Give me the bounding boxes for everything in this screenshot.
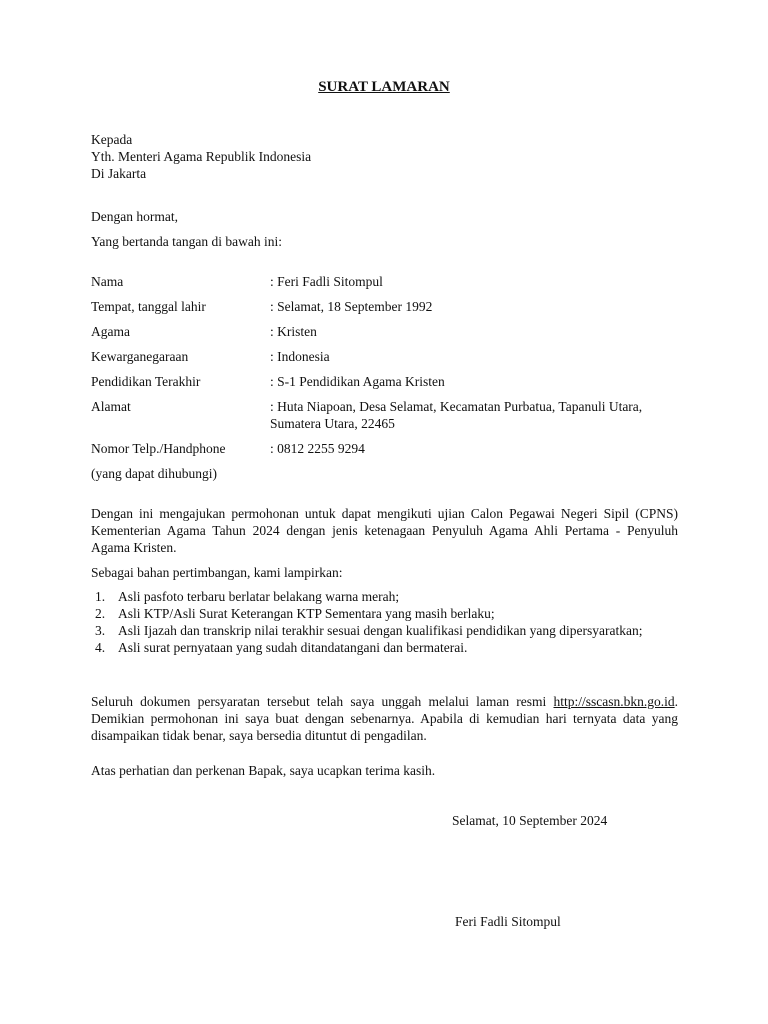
identity-label: Nomor Telp./Handphone (91, 441, 226, 456)
list-item (91, 605, 678, 622)
attachments-intro: Sebagai bahan pertimbangan, kami lampirkan: (91, 565, 343, 580)
closing-text-after: . Demikian permohonan ini saya buat dengan sebenarnya. Apabila di kemudian hari ternyata data yang disampaikan tidak benar, saya bersedia dituntut di pengadilan. (91, 694, 678, 743)
signature-name: Feri Fadli Sitompul (455, 914, 561, 929)
sscasn-link[interactable]: http://sscasn.bkn.go.id (553, 694, 675, 709)
recipient-to: Kepada (91, 132, 133, 147)
phone-note: (yang dapat dihubungi) (91, 466, 217, 481)
list-item-text: Asli surat pernyataan yang sudah ditandatangani dan bermaterai. (118, 640, 468, 655)
list-item (91, 639, 678, 656)
list-item-text: Asli KTP/Asli Surat Keterangan KTP Sementara yang masih berlaku; (118, 606, 495, 621)
letter-title: SURAT LAMARAN (318, 79, 450, 95)
signature-place-date: Selamat, 10 September 2024 (452, 813, 608, 828)
list-item (91, 622, 678, 639)
identity-label: Nama (91, 274, 124, 289)
list-item (91, 588, 678, 605)
identity-value: : S-1 Pendidikan Agama Kristen (270, 374, 445, 389)
identity-value: : Indonesia (270, 349, 330, 364)
closing-text-before: Seluruh dokumen persyaratan tersebut telah saya unggah melalui laman resmi (91, 694, 554, 709)
attachments-list (91, 588, 678, 656)
recipient-place: Di Jakarta (91, 166, 147, 181)
application-paragraph: Dengan ini mengajukan permohonan untuk dapat mengikuti ujian Calon Pegawai Negeri Sipil (CPNS) Kementerian Agama Tahun 2024 dengan jenis ketenagaan Penyuluh Agama Ahli Pertama - Penyuluh Agama Kristen. (91, 506, 678, 555)
thanks-text: Atas perhatian dan perkenan Bapak, saya ucapkan terima kasih. (91, 763, 436, 778)
list-number: 2. (95, 606, 106, 621)
identity-label: Kewarganegaraan (91, 349, 189, 364)
identity-label: Agama (91, 324, 130, 339)
identity-value: : Feri Fadli Sitompul (270, 274, 383, 289)
identity-label: Alamat (91, 399, 131, 414)
list-number: 3. (95, 623, 106, 638)
identity-label: Tempat, tanggal lahir (91, 299, 206, 314)
identity-value: : 0812 2255 9294 (270, 441, 365, 456)
intro-text: Yang bertanda tangan di bawah ini: (91, 234, 282, 249)
identity-value: : Huta Niapoan, Desa Selamat, Kecamatan Purbatua, Tapanuli Utara, Sumatera Utara, 22465 (270, 399, 643, 431)
list-item-text: Asli Ijazah dan transkrip nilai terakhir sesuai dengan kualifikasi pendidikan yang dipersyaratkan; (118, 623, 643, 638)
list-number: 4. (95, 640, 106, 655)
identity-value: : Selamat, 18 September 1992 (270, 299, 433, 314)
list-number: 1. (95, 589, 106, 604)
identity-value: : Kristen (270, 324, 317, 339)
identity-label: Pendidikan Terakhir (91, 374, 201, 389)
list-item-text: Asli pasfoto terbaru berlatar belakang warna merah; (118, 589, 400, 604)
closing-paragraph (91, 693, 678, 744)
greeting: Dengan hormat, (91, 209, 178, 224)
recipient-name: Yth. Menteri Agama Republik Indonesia (91, 149, 312, 164)
